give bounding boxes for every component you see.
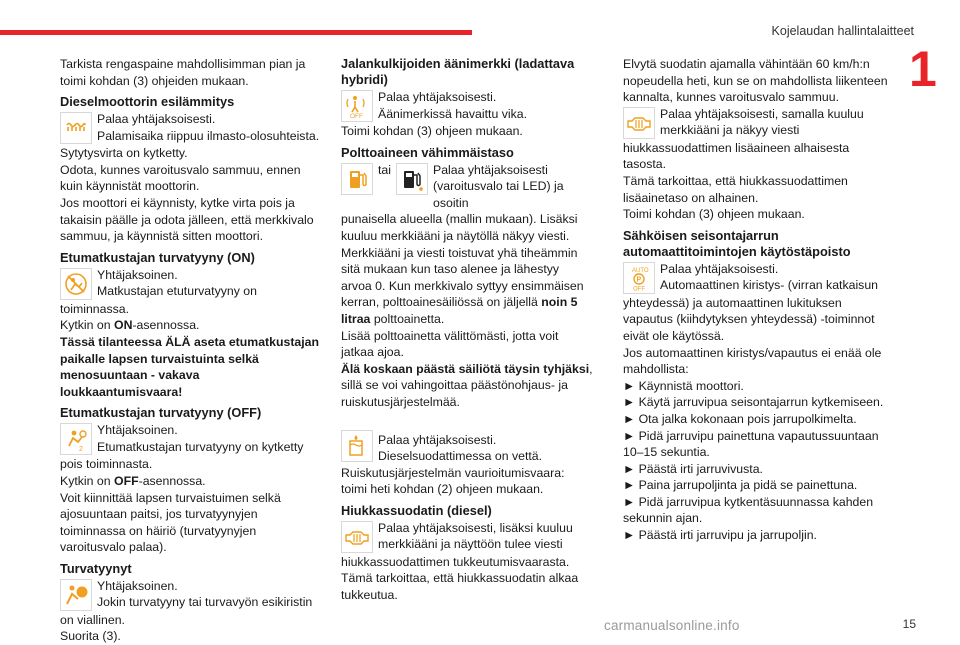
airbag-on-text-1: toiminnassa. bbox=[60, 301, 130, 316]
svg-text:OFF: OFF bbox=[633, 286, 645, 291]
airbag-off-line-1: Yhtäjaksoinen. bbox=[97, 423, 178, 438]
diesel-line-1: Palaa yhtäjaksoisesti. bbox=[97, 112, 216, 127]
brake-step: ► Käytä jarruvipua seisontajarrun kytkemiseen. bbox=[623, 395, 884, 410]
brake-step: ► Päästä irti jarruvipu ja jarrupoljin. bbox=[623, 528, 817, 543]
diesel-text-2: Odota, kunnes varoitusvalo sammuu, ennen kuin käynnistät moottorin. bbox=[60, 162, 301, 194]
section-title: Kojelaudan hallintalaitteet bbox=[771, 24, 914, 38]
airbag-on-warning: Tässä tilanteessa ÄLÄ aseta etumatkustajan paikalle lapsen turvaistuinta selkä menosuuntaan - vakava loukkaantumisvaara! bbox=[60, 334, 320, 399]
airbag-on-line-2: Matkustajan etuturvatyyny on bbox=[97, 284, 257, 299]
brake-step: ► Pidä jarruvipu painettuna vapautussuuntaan 10–15 sekuntia. bbox=[623, 428, 879, 460]
brake-line-2: Automaattinen kiristys- (virran katkaisun bbox=[660, 278, 879, 293]
regen-intro: Elvytä suodatin ajamalla vähintään 60 km/h:n nopeudella heti, kun se on mahdollista liikenteen kannalta, kunnes varoitusvalo sammuu. bbox=[623, 57, 888, 105]
airbag-icon bbox=[60, 579, 92, 611]
airbag-on-icon bbox=[60, 268, 92, 300]
airbag-off-row bbox=[60, 422, 324, 456]
fuel-text-1: punaisella alueella (mallin mukaan). Lisäksi kuuluu merkkiääni ja näytöllä näkyy viesti. Merkkiääni ja viesti toistuvat yhä tiheämmin sitä mukaan kun taso alenee ja lähestyy arvoa 0. Kun merkkivalo syttyy ensimmäisen kerran, polttoainesäiliössä on jäljellä noin 5 litraa polttoainetta. bbox=[341, 212, 584, 326]
particle-filter-icon bbox=[623, 107, 655, 139]
airbag-on-line-1: Yhtäjaksoinen. bbox=[97, 267, 178, 282]
brake-step: ► Paina jarrupoljinta ja pidä se painettuna. bbox=[623, 478, 858, 493]
additive-line-2: merkkiääni ja näkyy viesti bbox=[660, 123, 800, 138]
airbag-off-icon bbox=[60, 423, 92, 455]
fuel-line-1: Palaa yhtäjaksoisesti bbox=[433, 162, 548, 177]
fuel-pump-led-icon bbox=[396, 163, 428, 195]
diesel-text-1: Sytytysvirta on kytketty. bbox=[60, 146, 188, 161]
pedestrian-row bbox=[341, 89, 593, 123]
brake-line-1: Palaa yhtäjaksoisesti. bbox=[660, 261, 779, 276]
airbag-off-line-2: Etumatkustajan turvatyyny on kytketty bbox=[97, 439, 304, 454]
brake-step: ► Käynnistä moottori. bbox=[623, 378, 744, 393]
chapter-number: 1 bbox=[909, 41, 937, 97]
glow-plug-icon bbox=[60, 112, 92, 144]
additive-text-3: Toimi kohdan (3) ohjeen mukaan. bbox=[623, 207, 805, 222]
airbags-line-1: Yhtäjaksoinen. bbox=[97, 578, 178, 593]
heading-airbag-off: Etumatkustajan turvatyyny (OFF) bbox=[60, 405, 262, 421]
diesel-preheat-row bbox=[60, 111, 324, 145]
pedestrian-line-2: Äänimerkissä havaittu vika. bbox=[378, 106, 527, 121]
water-in-diesel-icon bbox=[341, 430, 373, 462]
diesel-water-text: Ruiskutusjärjestelmän vaurioitumisvaara: toimi heti kohdan (2) ohjeen mukaan. bbox=[341, 465, 565, 497]
pedestrian-text: Toimi kohdan (3) ohjeen mukaan. bbox=[341, 124, 523, 138]
header-accent-bar bbox=[0, 30, 472, 35]
watermark: carmanualsonline.info bbox=[604, 618, 740, 633]
fuel-text-2: Lisää polttoainetta välittömästi, jotta voit jatkaa ajoa. bbox=[341, 328, 559, 360]
airbag-off-text-2: Kytkin on OFF-asennossa. bbox=[60, 473, 206, 488]
airbags-row bbox=[60, 578, 324, 612]
diesel-line-2: Palamisaika riippuu ilmasto-olosuhteista. bbox=[97, 128, 320, 143]
column-1 bbox=[60, 56, 324, 645]
additive-text-1: hiukkassuodattimen lisäaineen alhaisesta tasosta. bbox=[623, 140, 850, 172]
additive-line-1: Palaa yhtäjaksoisesti, samalla kuuluu bbox=[660, 106, 864, 121]
heading-pedestrian-sound: Jalankulkijoiden äänimerkki (ladattava hybridi) bbox=[341, 56, 575, 87]
auto-parking-brake-off-icon bbox=[623, 262, 655, 294]
airbag-off-text-1: pois toiminnasta. bbox=[60, 457, 153, 472]
fuel-pump-icon bbox=[341, 163, 373, 195]
diesel-water-line-1: Palaa yhtäjaksoisesti. bbox=[378, 432, 497, 447]
particle-filter-row bbox=[341, 520, 593, 554]
intro-text: Tarkista rengaspaine mahdollisimman pian ja toimi kohdan (3) ohjeiden mukaan. bbox=[60, 57, 306, 88]
airbags-line-2: Jokin turvatyyny tai turvavyön esikiristin bbox=[97, 595, 313, 610]
airbag-on-text-2: Kytkin on ON-asennossa. bbox=[60, 318, 200, 333]
heading-particle-filter: Hiukkassuodatin (diesel) bbox=[341, 502, 492, 518]
parking-brake-row bbox=[623, 261, 889, 295]
brake-step: ► Pidä jarruvipua kytkentäsuunnassa kahden sekunnin ajan. bbox=[623, 494, 874, 526]
svg-text:P: P bbox=[636, 276, 642, 284]
page-number: 15 bbox=[902, 617, 916, 631]
svg-text:OFF: OFF bbox=[350, 113, 363, 119]
fuel-warning: Älä koskaan päästä säiliötä täysin tyhjäksi, sillä se voi vahingoittaa päästönohjaus- ja ruiskutusjärjestelmää. bbox=[341, 361, 593, 409]
heading-airbags: Turvatyynyt bbox=[60, 560, 132, 576]
airbag-off-text-3: Voit kiinnittää lapsen turvaistuimen selkä ajosuuntaan paitsi, jos turvatyynyjen toiminnassa on häiriö (turvatyynyjen varoitusvalo palaa). bbox=[60, 490, 281, 555]
pedestrian-line-1: Palaa yhtäjaksoisesti. bbox=[378, 90, 497, 104]
particle-additive-row bbox=[623, 106, 889, 140]
brake-text-2: Jos automaattinen kiristys/vapautus ei enää ole mahdollista: bbox=[623, 345, 882, 377]
heading-parking-brake: Sähköisen seisontajarrun automaattitoimintojen käytöstäpoisto bbox=[623, 227, 851, 259]
heading-airbag-on: Etumatkustajan turvatyyny (ON) bbox=[60, 249, 255, 265]
airbag-on-row bbox=[60, 267, 324, 301]
fuel-line-2: (varoitusvalo tai LED) ja osoitin bbox=[433, 179, 564, 210]
diesel-water-line-2: Dieselsuodattimessa on vettä. bbox=[378, 449, 543, 464]
additive-text-2: Tämä tarkoittaa, että hiukkassuodattimen lisäainetaso on alhainen. bbox=[623, 173, 848, 205]
brake-step: ► Päästä irti jarruvivusta. bbox=[623, 461, 763, 476]
or-label: tai bbox=[378, 162, 391, 177]
airbags-text-1: on viallinen. bbox=[60, 612, 125, 627]
fuel-row bbox=[341, 162, 593, 212]
particle-line-2: merkkiääni ja näyttöön tulee viesti bbox=[378, 537, 563, 552]
column-2 bbox=[341, 56, 593, 604]
column-3 bbox=[623, 56, 889, 544]
particle-text: hiukkassuodattimen tukkeutumisvaarasta. Tämä tarkoittaa, että hiukkassuodatin alkaa tukkeutua. bbox=[341, 554, 579, 603]
heading-fuel-low: Polttoaineen vähimmäistaso bbox=[341, 144, 514, 160]
heading-diesel-preheat: Dieselmoottorin esilämmitys bbox=[60, 94, 235, 110]
particle-filter-icon bbox=[341, 521, 373, 553]
particle-line-1: Palaa yhtäjaksoisesti, lisäksi kuuluu bbox=[378, 520, 573, 535]
brake-step: ► Ota jalka kokonaan pois jarrupolkimelta. bbox=[623, 411, 857, 426]
diesel-water-row bbox=[341, 429, 593, 465]
svg-text:2: 2 bbox=[79, 446, 83, 453]
brake-text-1: yhteydessä) ja automaattinen lukituksen vapautus (kiihdytyksen yhteydessä) -toiminnot eivät ole käytössä. bbox=[623, 295, 875, 343]
svg-text:AUTO: AUTO bbox=[632, 267, 649, 274]
diesel-text-3: Jos moottori ei käynnisty, kytke virta pois ja takaisin päälle ja odota jälleen, että merkkivalo sammuu, ja käynnistä sitten moottori. bbox=[60, 195, 314, 244]
airbags-text-2: Suorita (3). bbox=[60, 629, 121, 644]
pedestrian-sound-off-icon bbox=[341, 90, 373, 122]
